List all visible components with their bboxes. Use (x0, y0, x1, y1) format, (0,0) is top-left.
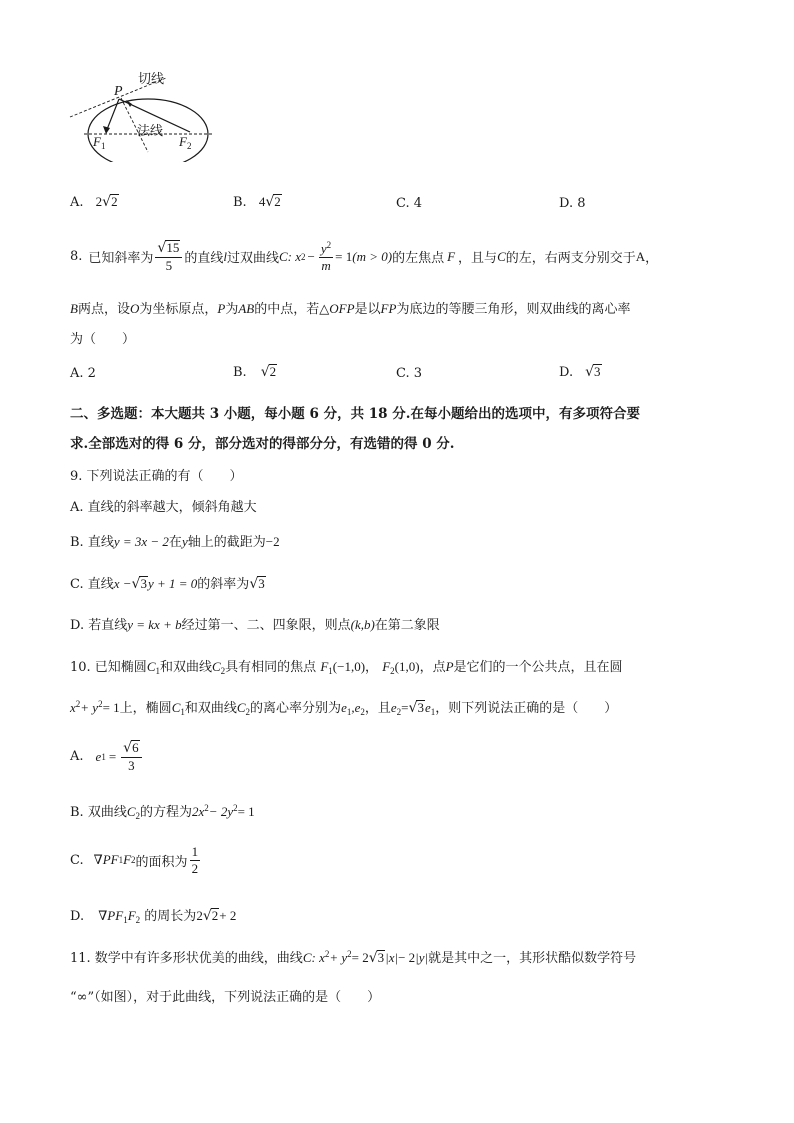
q8-line-2: B两点，设O为坐标原点，P为AB的中点，若△OFP是以FP为底边的等腰三角形，则双曲线的离心率 (70, 301, 631, 317)
q7-option-c: C. 4 (396, 196, 423, 211)
section-2-heading-line-2: 求.全部选对的得 6 分，部分选对的得部分分，有选错的得 0 分. (70, 436, 455, 452)
q7-option-d: D. 8 (559, 196, 586, 211)
q8-line-3: 为（ ） (70, 332, 136, 347)
fig-label-tangent: 切线 (138, 72, 165, 87)
q10-option-a: A. e 1 = $\frac{√6}{3}$ (70, 740, 144, 773)
q10-option-b: B. 双曲线$C_2$的方程为$2x^2- 2y^2= 1$ (70, 803, 255, 821)
q10-a-fraction: $\frac{√6}{3}$ (121, 740, 141, 773)
section-2-heading-line-1: 二、多选题：本大题共 3 小题，每小题 6 分，共 18 分.在每小题给出的选项中，有多项符合要 (70, 406, 640, 422)
q9-stem: 9. 下列说法正确的有（ ） (70, 469, 243, 484)
q8-line-1: 8. 已知斜率为 $\frac{√15}{5}$ 的直线 l 过双曲线 C : x 2 − $\frac{y^2}{m}$ = 1 (m > 0) 的左焦点 F ，且与 C 的左，右两支分别交于 A ， (70, 240, 659, 273)
q11-line-2: “∞”（如图），对于此曲线，下列说法正确的是（ ） (70, 990, 381, 1005)
q10-option-c: C. ∇PF 1 F 2 的面积为 $\frac{1}{2}$ (70, 844, 199, 876)
q8-y2-over-m: $\frac{y^2}{m}$ (320, 240, 332, 273)
q10-c-fraction: $\frac{1}{2}$ (191, 844, 199, 876)
arrow-f1 (103, 126, 110, 134)
q7-option-b: B. 4√2 (233, 194, 281, 210)
q9-option-d: D. 若直线y = kx + b经过第一、二、四象限，则点(k,b)在第二象限 (70, 617, 440, 633)
q10-line-2: $x^2+ y^2= 1$上，椭圆$C_1$和双曲线$C_2$的离心率分别为$e_1,e_2$，且$e_2=√3e_1$，则下列说法正确的是（ ） (70, 699, 618, 717)
q8-slope-fraction: $\frac{√15}{5}$ (155, 240, 182, 273)
q7-option-a: A. 2√2 (70, 194, 118, 210)
q8-option-b: B. √2 (233, 364, 277, 380)
q9-option-b: B. 直线y = 3x − 2在y轴上的截距为−2 (70, 534, 280, 550)
q8-option-c: C. 3 (396, 366, 423, 381)
q10-line-1: 10. 已知椭圆$C_1$和双曲线$C_2$具有相同的焦点 $F_1(-1,0)$， $F_2(1,0)$，点P是它们的一个公共点，且在圆 (70, 659, 623, 676)
fig-label-f2: $F_2$ (179, 134, 192, 151)
q9-option-a: A. 直线的斜率越大，倾斜角越大 (70, 500, 257, 515)
q9-option-c: C. 直线x −√3y + 1 = 0的斜率为√3 (70, 576, 265, 592)
fig-label-normal: 法线 (137, 124, 164, 139)
segment-pf1 (106, 99, 119, 132)
q10-option-d: D. $\nabla PF_1F_2$ 的周长为2√2+ 2 (70, 908, 237, 925)
fig-label-p: P (114, 84, 123, 99)
q11-line-1: 11. 数学中有许多形状优美的曲线，曲线C: $x^2+ y^2= 2√3|x|- 2|y|$就是其中之一，其形状酷似数学符号 (70, 949, 637, 966)
q8-option-a: A. 2 (70, 366, 96, 381)
fig-label-f1: $F_1$ (93, 134, 106, 151)
q8-option-d: D. √3 (559, 364, 601, 380)
